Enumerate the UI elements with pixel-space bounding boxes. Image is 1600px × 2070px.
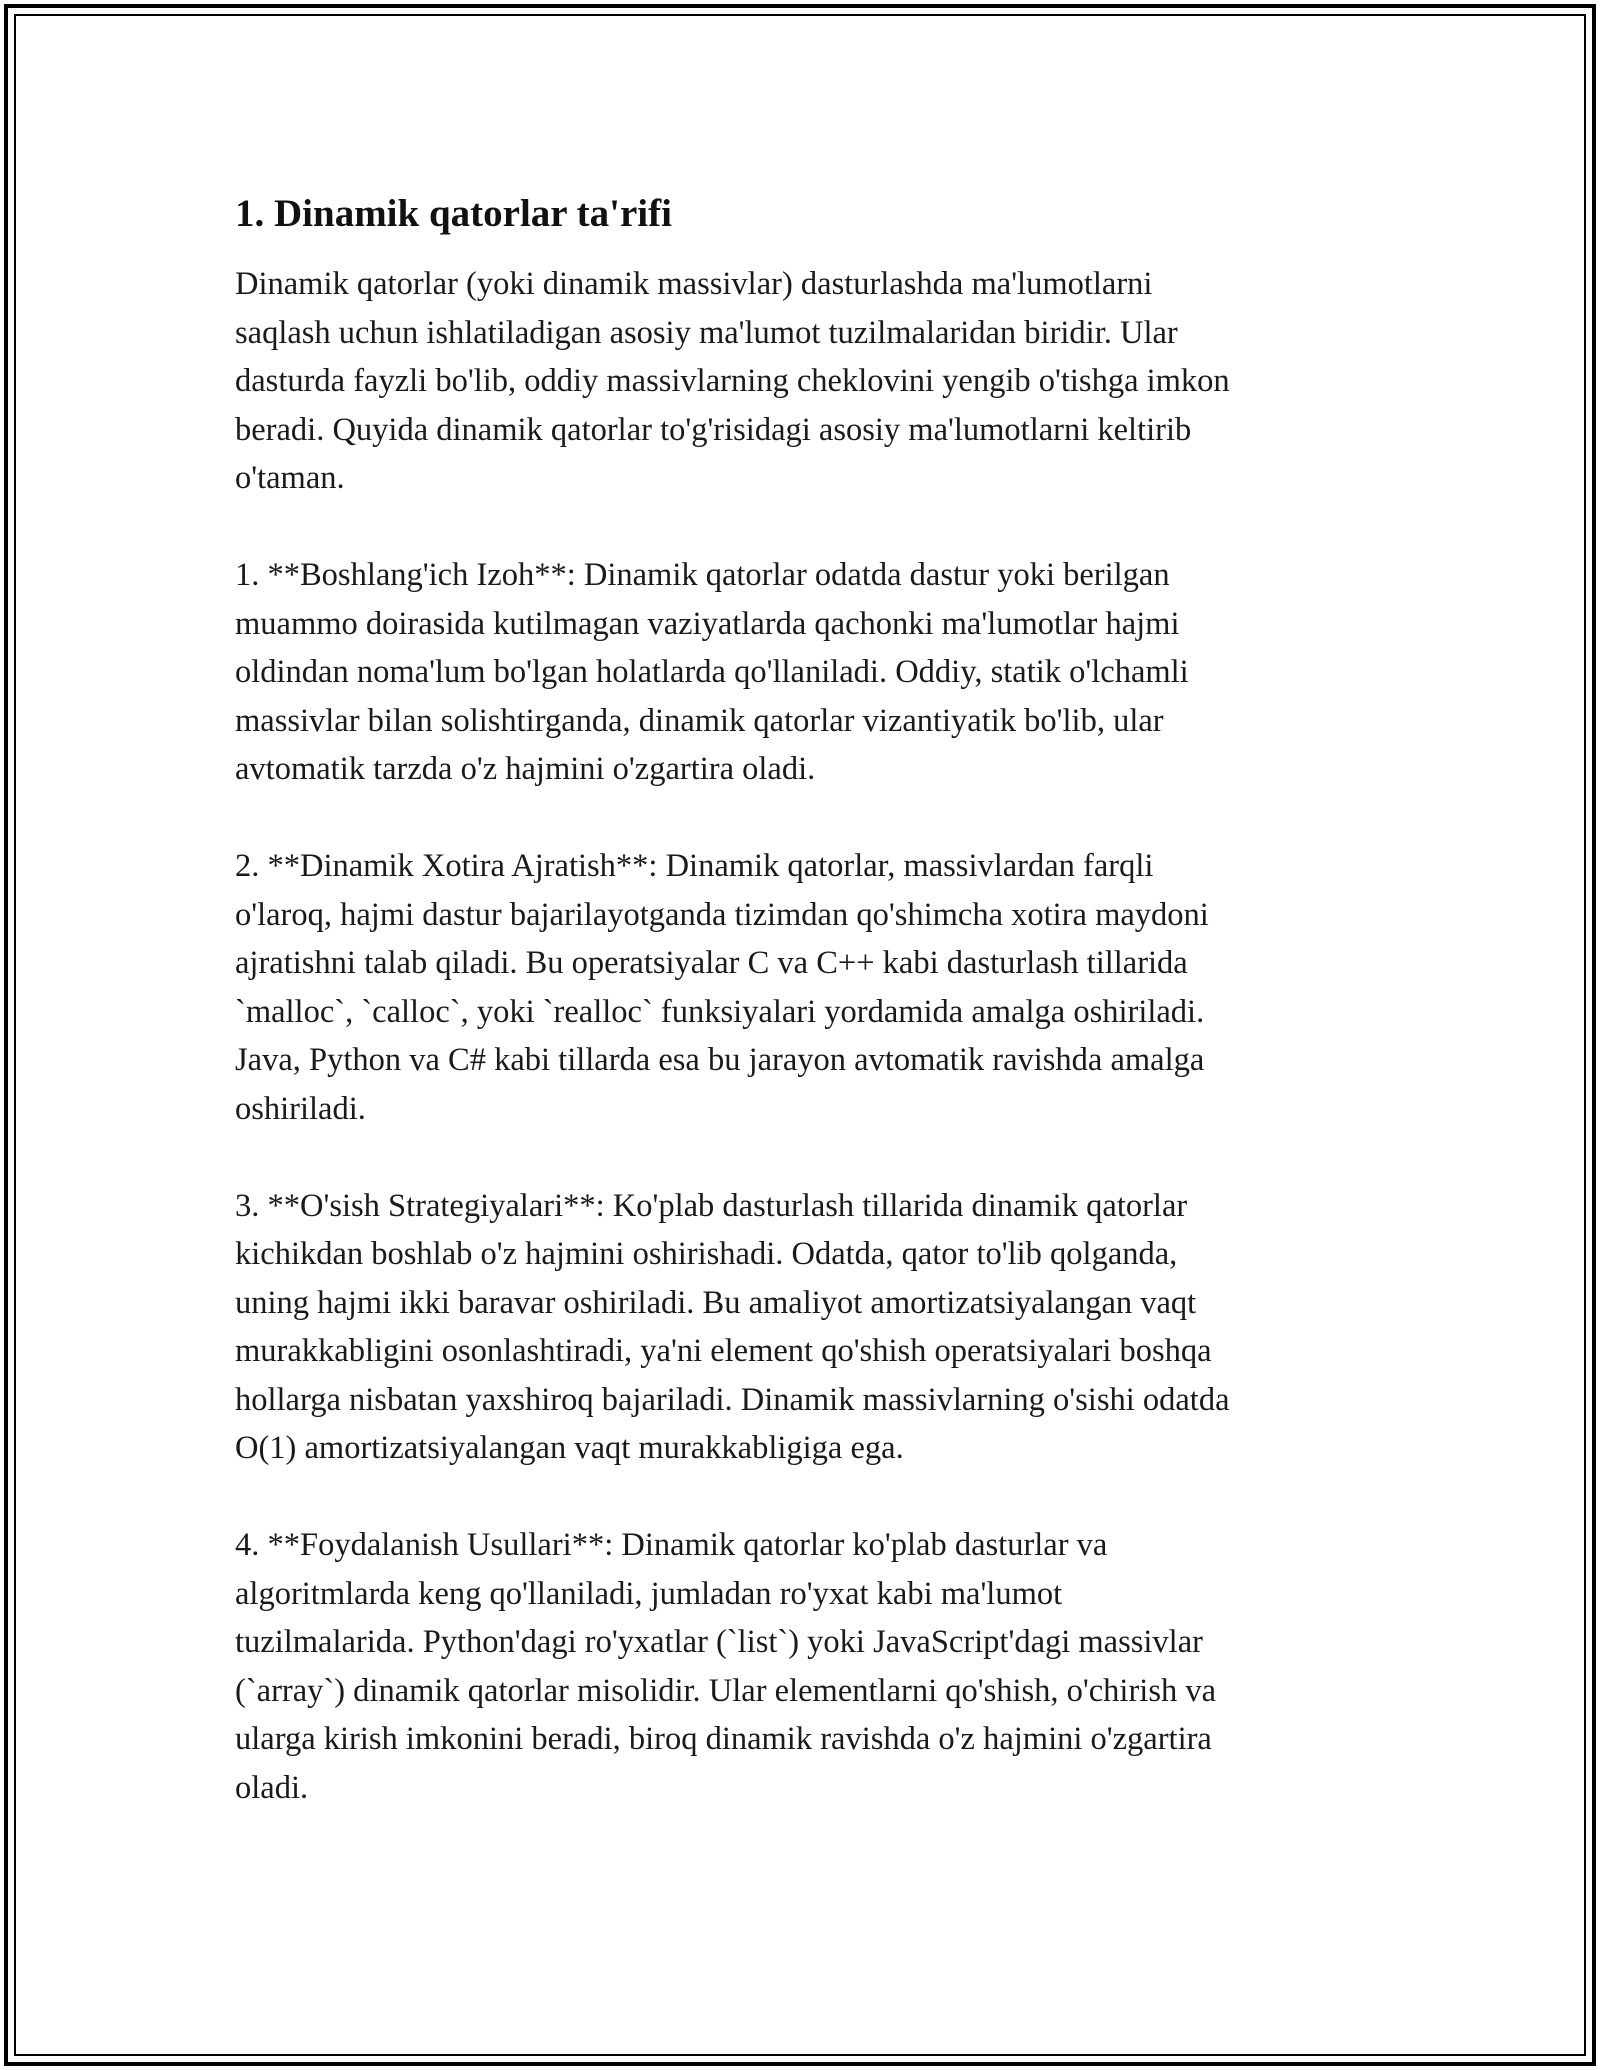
list-item-1-paragraph: 1. **Boshlang'ich Izoh**: Dinamik qatorlar odatda dastur yoki berilgan muammo doirasida kutilmagan vaziyatlarda qachonki ma'lumotlar hajmi oldindan noma'lum bo'lgan holatlarda qo'llaniladi. Oddiy, statik o'lchamli massivlar bilan solishtirganda, dinamik qatorlar vizantiyatik bo'lib, ular avtomatik tarzda o'z hajmini o'zgartira oladi. bbox=[235, 557, 1189, 787]
list-item-3-paragraph: 3. **O'sish Strategiyalari**: Ko'plab dasturlash tillarida dinamik qatorlar kichikdan boshlab o'z hajmini oshirishadi. Odatda, qator to'lib qolganda, uning hajmi ikki baravar oshiriladi. Bu amaliyot amortizatsiyalangan vaqt murakkabligini osonlashtiradi, ya'ni element qo'shish operatsiyalari boshqa hollarga nisbatan yaxshiroq bajariladi. Dinamik massivlarning o'sishi odatda O(1) amortizatsiyalangan vaqt murakkabligiga ega. bbox=[235, 1187, 1230, 1466]
section-heading: 1. Dinamik qatorlar ta'rifi bbox=[235, 192, 672, 235]
document-body bbox=[235, 188, 1385, 1812]
intro-paragraph: Dinamik qatorlar (yoki dinamik massivlar) dasturlashda ma'lumotlarni saqlash uchun ishlatiladigan asosiy ma'lumot tuzilmalaridan biridir. Ular dasturda fayzli bo'lib, oddiy massivlarning cheklovini yengib o'tishga imkon beradi. Quyida dinamik qatorlar to'g'risidagi asosiy ma'lumotlarni keltirib o'taman. bbox=[235, 266, 1230, 496]
list-item-2-paragraph: 2. **Dinamik Xotira Ajratish**: Dinamik qatorlar, massivlardan farqli o'laroq, hajmi dastur bajarilayotganda tizimdan qo'shimcha xotira maydoni ajratishni talab qiladi. Bu operatsiyalar C va C++ kabi dasturlash tillarida `malloc`, `calloc`, yoki `realloc` funksiyalari yordamida amalga oshiriladi. Java, Python va C# kabi tillarda esa bu jarayon avtomatik ravishda amalga oshiriladi. bbox=[235, 848, 1209, 1127]
list-item-4-paragraph: 4. **Foydalanish Usullari**: Dinamik qatorlar ko'plab dasturlar va algoritmlarda keng qo'llaniladi, jumladan ro'yxat kabi ma'lumot tuzilmalarida. Python'dagi ro'yxatlar (`list`) yoki JavaScript'dagi massivlar (`array`) dinamik qatorlar misolidir. Ular elementlarni qo'shish, o'chirish va ularga kirish imkonini beradi, biroq dinamik ravishda o'z hajmini o'zgartira oladi. bbox=[235, 1527, 1217, 1806]
